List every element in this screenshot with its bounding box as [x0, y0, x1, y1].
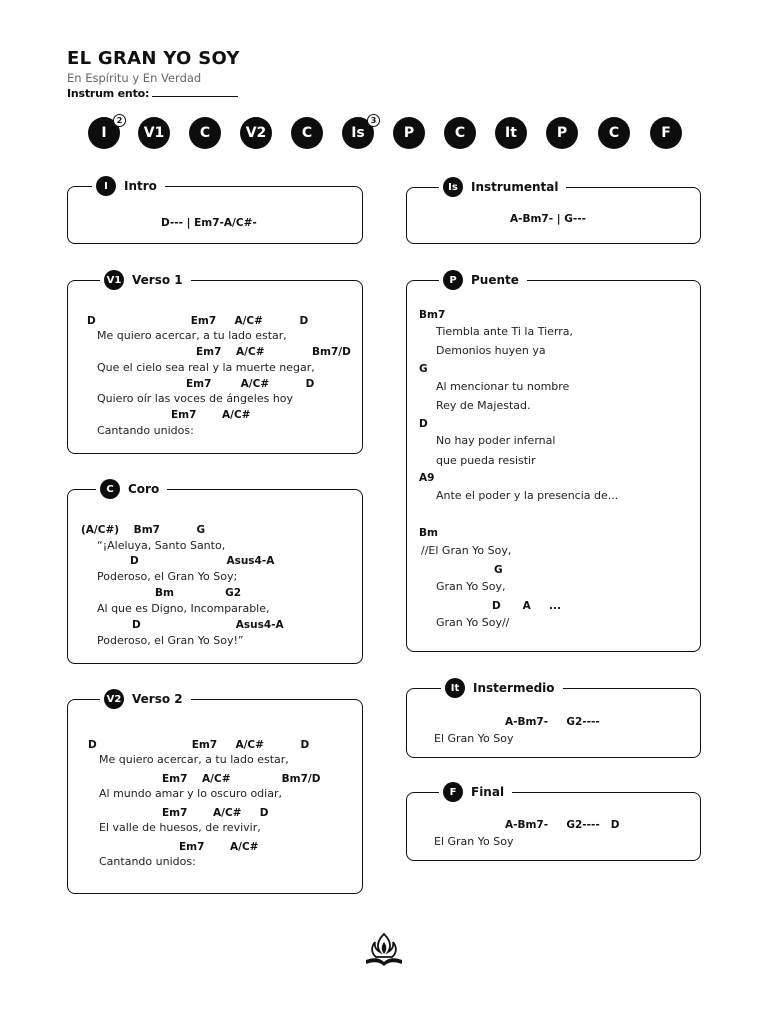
chord-line: D Asus4-A [132, 619, 284, 631]
chord-line: Em7 A/C# D [186, 378, 315, 390]
section-badge: F [443, 782, 463, 802]
lyric-line: Poderoso, el Gran Yo Soy; [97, 570, 238, 583]
section-badge: Is [443, 177, 463, 197]
chord-line: Bm G2 [155, 587, 242, 599]
section-title: Coro [128, 482, 160, 496]
lyric-line: Gran Yo Soy, [436, 580, 506, 593]
chord-line: D Em7 A/C# D [87, 315, 309, 327]
lyric-line: Tiembla ante Ti la Tierra, [436, 325, 574, 338]
section-title: Instrumental [471, 180, 559, 194]
chord-line: D [419, 418, 428, 430]
roadmap-step: Is 3 [342, 117, 374, 149]
section-header [439, 782, 512, 802]
chord-line: Em7 A/C# [171, 409, 251, 421]
lyric-line: Me quiero acercar, a tu lado estar, [97, 329, 287, 342]
chord-line: Em7 A/C# Bm7/D [196, 346, 351, 358]
chord-line: G [494, 564, 503, 576]
instrument-field [67, 87, 238, 100]
verse1-section [67, 273, 363, 454]
lyric-line: //El Gran Yo Soy, [421, 544, 512, 557]
section-header [441, 678, 563, 698]
lyric-line: El Gran Yo Soy [434, 732, 514, 745]
chord-line: A-Bm7- G2---- D [505, 819, 620, 831]
lyric-line: No hay poder infernal [436, 434, 556, 447]
roadmap-step: F [650, 117, 682, 149]
lyric-line: “¡Aleluya, Santo Santo, [97, 539, 226, 552]
section-title: Verso 2 [132, 692, 183, 706]
roadmap-step: It [495, 117, 527, 149]
chord-line: A-Bm7- | G--- [510, 213, 586, 225]
section-title: Verso 1 [132, 273, 183, 287]
lyric-line: Gran Yo Soy// [436, 616, 510, 629]
bridge-section [406, 273, 701, 652]
roadmap-step: C [444, 117, 476, 149]
lyric-line: Cantando unidos: [97, 424, 194, 437]
lyric-line: Quiero oír las voces de ángeles hoy [97, 392, 294, 405]
section-header [100, 270, 191, 290]
interlude-section [406, 681, 701, 758]
section-badge: It [445, 678, 465, 698]
lyric-line: Poderoso, el Gran Yo Soy!” [97, 634, 244, 647]
repeat-count: 2 [113, 114, 126, 127]
chord-line: A9 [419, 472, 435, 484]
roadmap-step: P [546, 117, 578, 149]
section-badge: V1 [104, 270, 124, 290]
roadmap-step: V2 [240, 117, 272, 149]
chord-line: Bm7 [419, 309, 446, 321]
lyric-line: Al mencionar tu nombre [436, 380, 570, 393]
roadmap-step: I 2 [88, 117, 120, 149]
section-badge: C [100, 479, 120, 499]
chord-line: A-Bm7- G2---- [505, 716, 600, 728]
section-title: Intro [124, 179, 157, 193]
lyric-line: Demonios huyen ya [436, 344, 546, 357]
lyric-line: Al mundo amar y lo oscuro odiar, [99, 787, 282, 800]
chord-line: Em7 A/C# D [162, 807, 269, 819]
instrument-blank-line [152, 87, 238, 97]
song-roadmap [0, 117, 768, 153]
section-title: Instermedio [473, 681, 555, 695]
chord-line: Bm [419, 527, 438, 539]
instrumental-section [406, 180, 701, 244]
section-header [92, 176, 165, 196]
section-header [439, 177, 566, 197]
lyric-line: que pueda resistir [436, 454, 536, 467]
chord-line: D Asus4-A [130, 555, 275, 567]
section-badge: I [96, 176, 116, 196]
lyric-line: Que el cielo sea real y la muerte negar, [97, 361, 315, 374]
roadmap-step: C [189, 117, 221, 149]
chorus-section [67, 482, 363, 664]
roadmap-step: V1 [138, 117, 170, 149]
lyric-line: Al que es Digno, Incomparable, [97, 602, 270, 615]
chord-line: Em7 A/C# Bm7/D [162, 773, 321, 785]
lyric-line: Ante el poder y la presencia de... [436, 489, 619, 502]
roadmap-step: C [598, 117, 630, 149]
chord-line: D A ... [492, 600, 562, 612]
section-title: Final [471, 785, 505, 799]
chord-line: G [419, 363, 428, 375]
song-title: EL GRAN YO SOY [67, 48, 240, 69]
lyric-line: Cantando unidos: [99, 855, 196, 868]
repeat-count: 3 [367, 114, 380, 127]
song-subtitle: En Espíritu y En Verdad [67, 71, 202, 85]
section-header [439, 270, 527, 290]
section-header [96, 479, 167, 499]
lyric-line: El Gran Yo Soy [434, 835, 514, 848]
section-header [100, 689, 191, 709]
instrument-label: Instrum ento: [67, 87, 150, 100]
chord-line: D--- | Em7-A/C#- [161, 217, 257, 229]
section-badge: V2 [104, 689, 124, 709]
lyric-line: Rey de Majestad. [436, 399, 531, 412]
chord-line: (A/C#) Bm7 G [81, 524, 206, 536]
chord-line: D Em7 A/C# D [88, 739, 310, 751]
flame-bible-logo-icon [362, 930, 406, 970]
final-section [406, 785, 701, 861]
lyric-line: Me quiero acercar, a tu lado estar, [99, 753, 289, 766]
section-title: Puente [471, 273, 519, 287]
intro-section [67, 179, 363, 244]
chord-line: Em7 A/C# [179, 841, 259, 853]
roadmap-step: P [393, 117, 425, 149]
lyric-line: El valle de huesos, de revivir, [99, 821, 261, 834]
verse2-section [67, 692, 363, 894]
section-badge: P [443, 270, 463, 290]
roadmap-step: C [291, 117, 323, 149]
